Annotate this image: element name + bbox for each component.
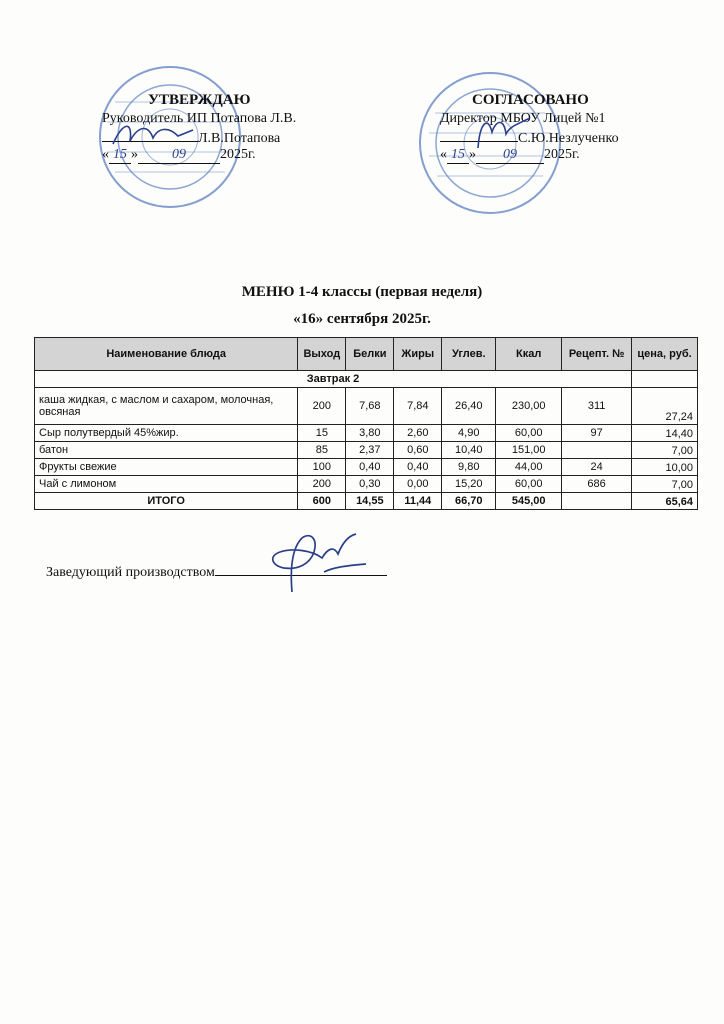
cell-carbs: 9,80: [442, 459, 496, 476]
approve-signature: [108, 116, 198, 152]
cell-recipe: 311: [562, 388, 632, 425]
cell-carbs: 4,90: [442, 425, 496, 442]
cell-price: 10,00: [632, 459, 698, 476]
total-price: 65,64: [632, 493, 698, 510]
cell-kcal: 151,00: [496, 442, 562, 459]
cell-kcal: 60,00: [496, 476, 562, 493]
cell-price: 7,00: [632, 442, 698, 459]
cell-carbs: 26,40: [442, 388, 496, 425]
col-header-fat: Жиры: [394, 338, 442, 371]
agree-date: « 15 » 09 2025г.: [440, 147, 580, 162]
col-header-carbs: Углев.: [442, 338, 496, 371]
cell-protein: 3,80: [346, 425, 394, 442]
cell-price: 27,24: [632, 388, 698, 425]
col-header-output: Выход: [298, 338, 346, 371]
cell-output: 200: [298, 476, 346, 493]
cell-output: 85: [298, 442, 346, 459]
total-output: 600: [298, 493, 346, 510]
agree-name: С.Ю.Незлученко: [518, 131, 619, 146]
cell-fat: 0,60: [394, 442, 442, 459]
cell-recipe: 97: [562, 425, 632, 442]
cell-carbs: 15,20: [442, 476, 496, 493]
approve-date-month: 09: [138, 147, 220, 164]
menu-date: «16» сентября 2025г.: [293, 311, 431, 327]
cell-fat: 0,00: [394, 476, 442, 493]
dish-name: Сыр полутвердый 45%жир.: [35, 425, 298, 442]
cell-recipe: [562, 442, 632, 459]
section-row: [35, 371, 698, 388]
approve-date: « 15 » 09 2025г.: [102, 147, 256, 162]
table-row: [35, 442, 698, 459]
dish-name: каша жидкая, с маслом и сахаром, молочная, овсяная: [35, 388, 298, 425]
cell-price: 7,00: [632, 476, 698, 493]
col-header-kcal: Ккал: [496, 338, 562, 371]
dish-name: Чай с лимоном: [35, 476, 298, 493]
cell-fat: 0,40: [394, 459, 442, 476]
cell-fat: 2,60: [394, 425, 442, 442]
production-manager-label: Заведующий производством: [46, 565, 215, 580]
cell-output: 200: [298, 388, 346, 425]
production-manager-signature: [262, 528, 372, 600]
dish-name: Фрукты свежие: [35, 459, 298, 476]
table-row: [35, 476, 698, 493]
total-label: ИТОГО: [35, 493, 298, 510]
menu-title: МЕНЮ 1-4 классы (первая неделя): [241, 284, 483, 300]
col-header-price: цена, руб.: [632, 338, 698, 371]
agree-date-month: 09: [476, 147, 544, 164]
total-kcal: 545,00: [496, 493, 562, 510]
cell-output: 100: [298, 459, 346, 476]
dish-name: батон: [35, 442, 298, 459]
table-row: [35, 425, 698, 442]
total-fat: 11,44: [394, 493, 442, 510]
col-header-recipe: Рецепт. №: [562, 338, 632, 371]
cell-protein: 7,68: [346, 388, 394, 425]
col-header-protein: Белки: [346, 338, 394, 371]
cell-protein: 0,30: [346, 476, 394, 493]
agree-position: Директор МБОУ Лицей №1: [440, 111, 606, 126]
cell-price: 14,40: [632, 425, 698, 442]
cell-kcal: 60,00: [496, 425, 562, 442]
cell-protein: 2,37: [346, 442, 394, 459]
cell-fat: 7,84: [394, 388, 442, 425]
cell-kcal: 44,00: [496, 459, 562, 476]
total-recipe: [562, 493, 632, 510]
table-row: [35, 459, 698, 476]
agree-title: СОГЛАСОВАНО: [472, 92, 589, 108]
cell-protein: 0,40: [346, 459, 394, 476]
table-header-row: [35, 338, 698, 371]
agree-date-year: 2025г.: [544, 147, 580, 162]
total-row: [35, 493, 698, 510]
total-protein: 14,55: [346, 493, 394, 510]
approve-date-year: 2025г.: [220, 147, 256, 162]
total-carbs: 66,70: [442, 493, 496, 510]
col-header-name: Наименование блюда: [35, 338, 298, 371]
cell-carbs: 10,40: [442, 442, 496, 459]
approve-position: Руководитель ИП Потапова Л.В.: [102, 111, 297, 126]
section-label: Завтрак 2: [35, 371, 632, 388]
approve-title: УТВЕРЖДАЮ: [148, 92, 251, 108]
approve-name: Л.В.Потапова: [198, 131, 281, 146]
agree-signature: [470, 112, 540, 152]
cell-kcal: 230,00: [496, 388, 562, 425]
table-row: [35, 388, 698, 425]
cell-recipe: 686: [562, 476, 632, 493]
cell-output: 15: [298, 425, 346, 442]
menu-table: [34, 337, 698, 510]
approve-date-day: 15: [109, 147, 131, 164]
cell-recipe: 24: [562, 459, 632, 476]
agree-date-day: 15: [447, 147, 469, 164]
